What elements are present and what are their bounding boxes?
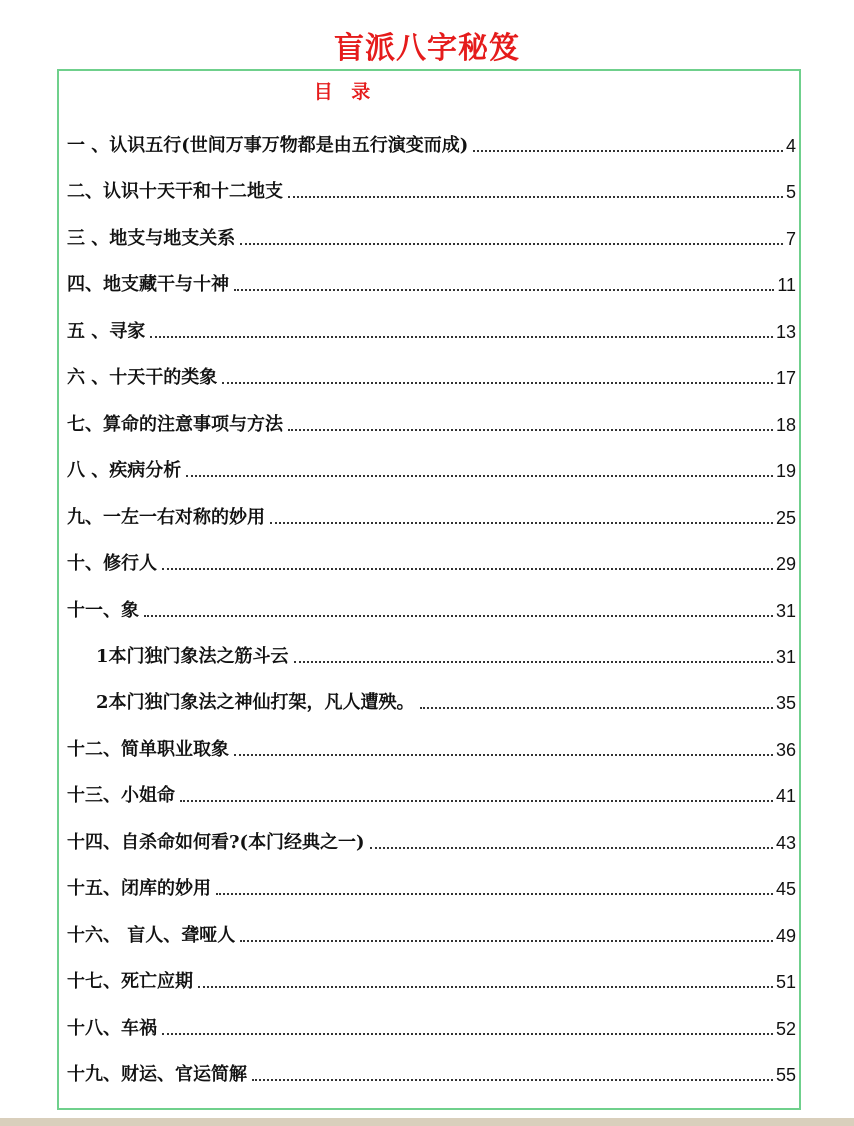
toc-dot-leader [473, 149, 783, 152]
toc-entry-page-number: 18 [775, 415, 796, 435]
toc-entry[interactable] [67, 223, 796, 251]
toc-dot-leader [186, 474, 773, 477]
toc-entry-page-number: 36 [775, 740, 796, 760]
toc-entry[interactable] [67, 502, 796, 530]
toc-entry-page-number: 7 [785, 229, 796, 249]
toc-entry[interactable] [67, 1059, 796, 1087]
toc-entry[interactable] [67, 873, 796, 901]
toc-entry-page-number: 31 [775, 601, 796, 621]
toc-entry[interactable] [67, 362, 796, 390]
toc-dot-leader [216, 892, 773, 895]
toc-entry-label: 六 、十天干的类象 [67, 367, 218, 388]
toc-entry[interactable] [67, 734, 796, 762]
toc-entry-label: 五 、寻家 [67, 321, 146, 342]
toc-dot-leader [222, 381, 773, 384]
toc-dot-leader [288, 428, 773, 431]
toc-heading: 目 录 [313, 81, 377, 103]
toc-dot-leader [294, 660, 773, 663]
toc-dot-leader [288, 195, 783, 198]
toc-entry-page-number: 55 [775, 1065, 796, 1085]
toc-entry[interactable] [67, 827, 796, 855]
toc-dot-leader [370, 846, 773, 849]
toc-dot-leader [162, 567, 773, 570]
toc-entry[interactable] [67, 269, 796, 297]
toc-entry-page-number: 43 [775, 833, 796, 853]
toc-entry[interactable] [67, 548, 796, 576]
toc-entry-page-number: 17 [775, 368, 796, 388]
toc-entry[interactable] [67, 130, 796, 158]
toc-entry-label: 十四、自杀命如何看?(本门经典之一) [67, 832, 365, 853]
toc-dot-leader [252, 1078, 773, 1081]
toc-entry[interactable] [67, 176, 796, 204]
toc-dot-leader [162, 1032, 773, 1035]
toc-entry-label: 十二、简单职业取象 [67, 739, 229, 760]
toc-dot-leader [144, 614, 773, 617]
toc-entry-page-number: 25 [775, 508, 796, 528]
toc-entry-label: 2本门独门象法之神仙打架，凡人遭殃。 [96, 692, 415, 713]
toc-entry-page-number: 13 [775, 322, 796, 342]
toc-entry-page-number: 31 [775, 647, 796, 667]
toc-entry-label: 二、认识十天干和十二地支 [67, 181, 283, 202]
toc-subentry[interactable] [96, 687, 796, 715]
toc-dot-leader [198, 985, 773, 988]
document-title: 盲派八字秘笈 [334, 31, 520, 66]
toc-entry[interactable] [67, 595, 796, 623]
toc-entry-page-number: 19 [775, 461, 796, 481]
page-bottom-edge [0, 1118, 854, 1126]
toc-entry-label: 十六、 盲人、聋哑人 [67, 925, 236, 946]
toc-entry-label: 七、算命的注意事项与方法 [67, 414, 283, 435]
toc-entry-page-number: 29 [775, 554, 796, 574]
toc-dot-leader [234, 288, 774, 291]
toc-dot-leader [240, 242, 783, 245]
toc-entry[interactable] [67, 455, 796, 483]
toc-entry-label: 八 、疾病分析 [67, 460, 182, 481]
toc-entry-page-number: 11 [777, 275, 796, 295]
toc-entry-label: 四、地支藏干与十神 [67, 274, 229, 295]
toc-entry-page-number: 35 [775, 693, 796, 713]
toc-entry-label: 一 、认识五行(世间万事万物都是由五行演变而成) [67, 135, 469, 156]
toc-entry-label: 十三、小姐命 [67, 785, 175, 806]
toc-dot-leader [270, 521, 773, 524]
toc-entry-label: 十八、车祸 [67, 1018, 157, 1039]
toc-entry[interactable] [67, 1013, 796, 1041]
toc-entry-page-number: 45 [775, 879, 796, 899]
toc-entry-page-number: 4 [785, 136, 796, 156]
toc-dot-leader [240, 939, 773, 942]
toc-entry[interactable] [67, 316, 796, 344]
toc-entry-page-number: 5 [785, 182, 796, 202]
toc-dot-leader [234, 753, 773, 756]
toc-entry-label: 十七、死亡应期 [67, 971, 193, 992]
toc-dot-leader [180, 799, 773, 802]
toc-dot-leader [150, 335, 773, 338]
toc-dot-leader [420, 706, 773, 709]
toc-entry-label: 三 、地支与地支关系 [67, 228, 236, 249]
toc-entry-label: 九、一左一右对称的妙用 [67, 507, 265, 528]
toc-entry-label: 十、修行人 [67, 553, 157, 574]
toc-entry-label: 十一、象 [67, 600, 139, 621]
toc-entry[interactable] [67, 409, 796, 437]
toc-entry-label: 十五、闭库的妙用 [67, 878, 211, 899]
toc-subentry[interactable] [96, 641, 796, 669]
toc-entry-page-number: 51 [775, 972, 796, 992]
toc-entry-label: 十九、财运、官运简解 [67, 1064, 247, 1085]
toc-entry-page-number: 41 [775, 786, 796, 806]
toc-entry-page-number: 52 [775, 1019, 796, 1039]
toc-entry[interactable] [67, 920, 796, 948]
toc-entry-label: 1本门独门象法之筋斗云 [96, 646, 289, 667]
toc-entry[interactable] [67, 780, 796, 808]
toc-entry[interactable] [67, 966, 796, 994]
toc-entry-page-number: 49 [775, 926, 796, 946]
